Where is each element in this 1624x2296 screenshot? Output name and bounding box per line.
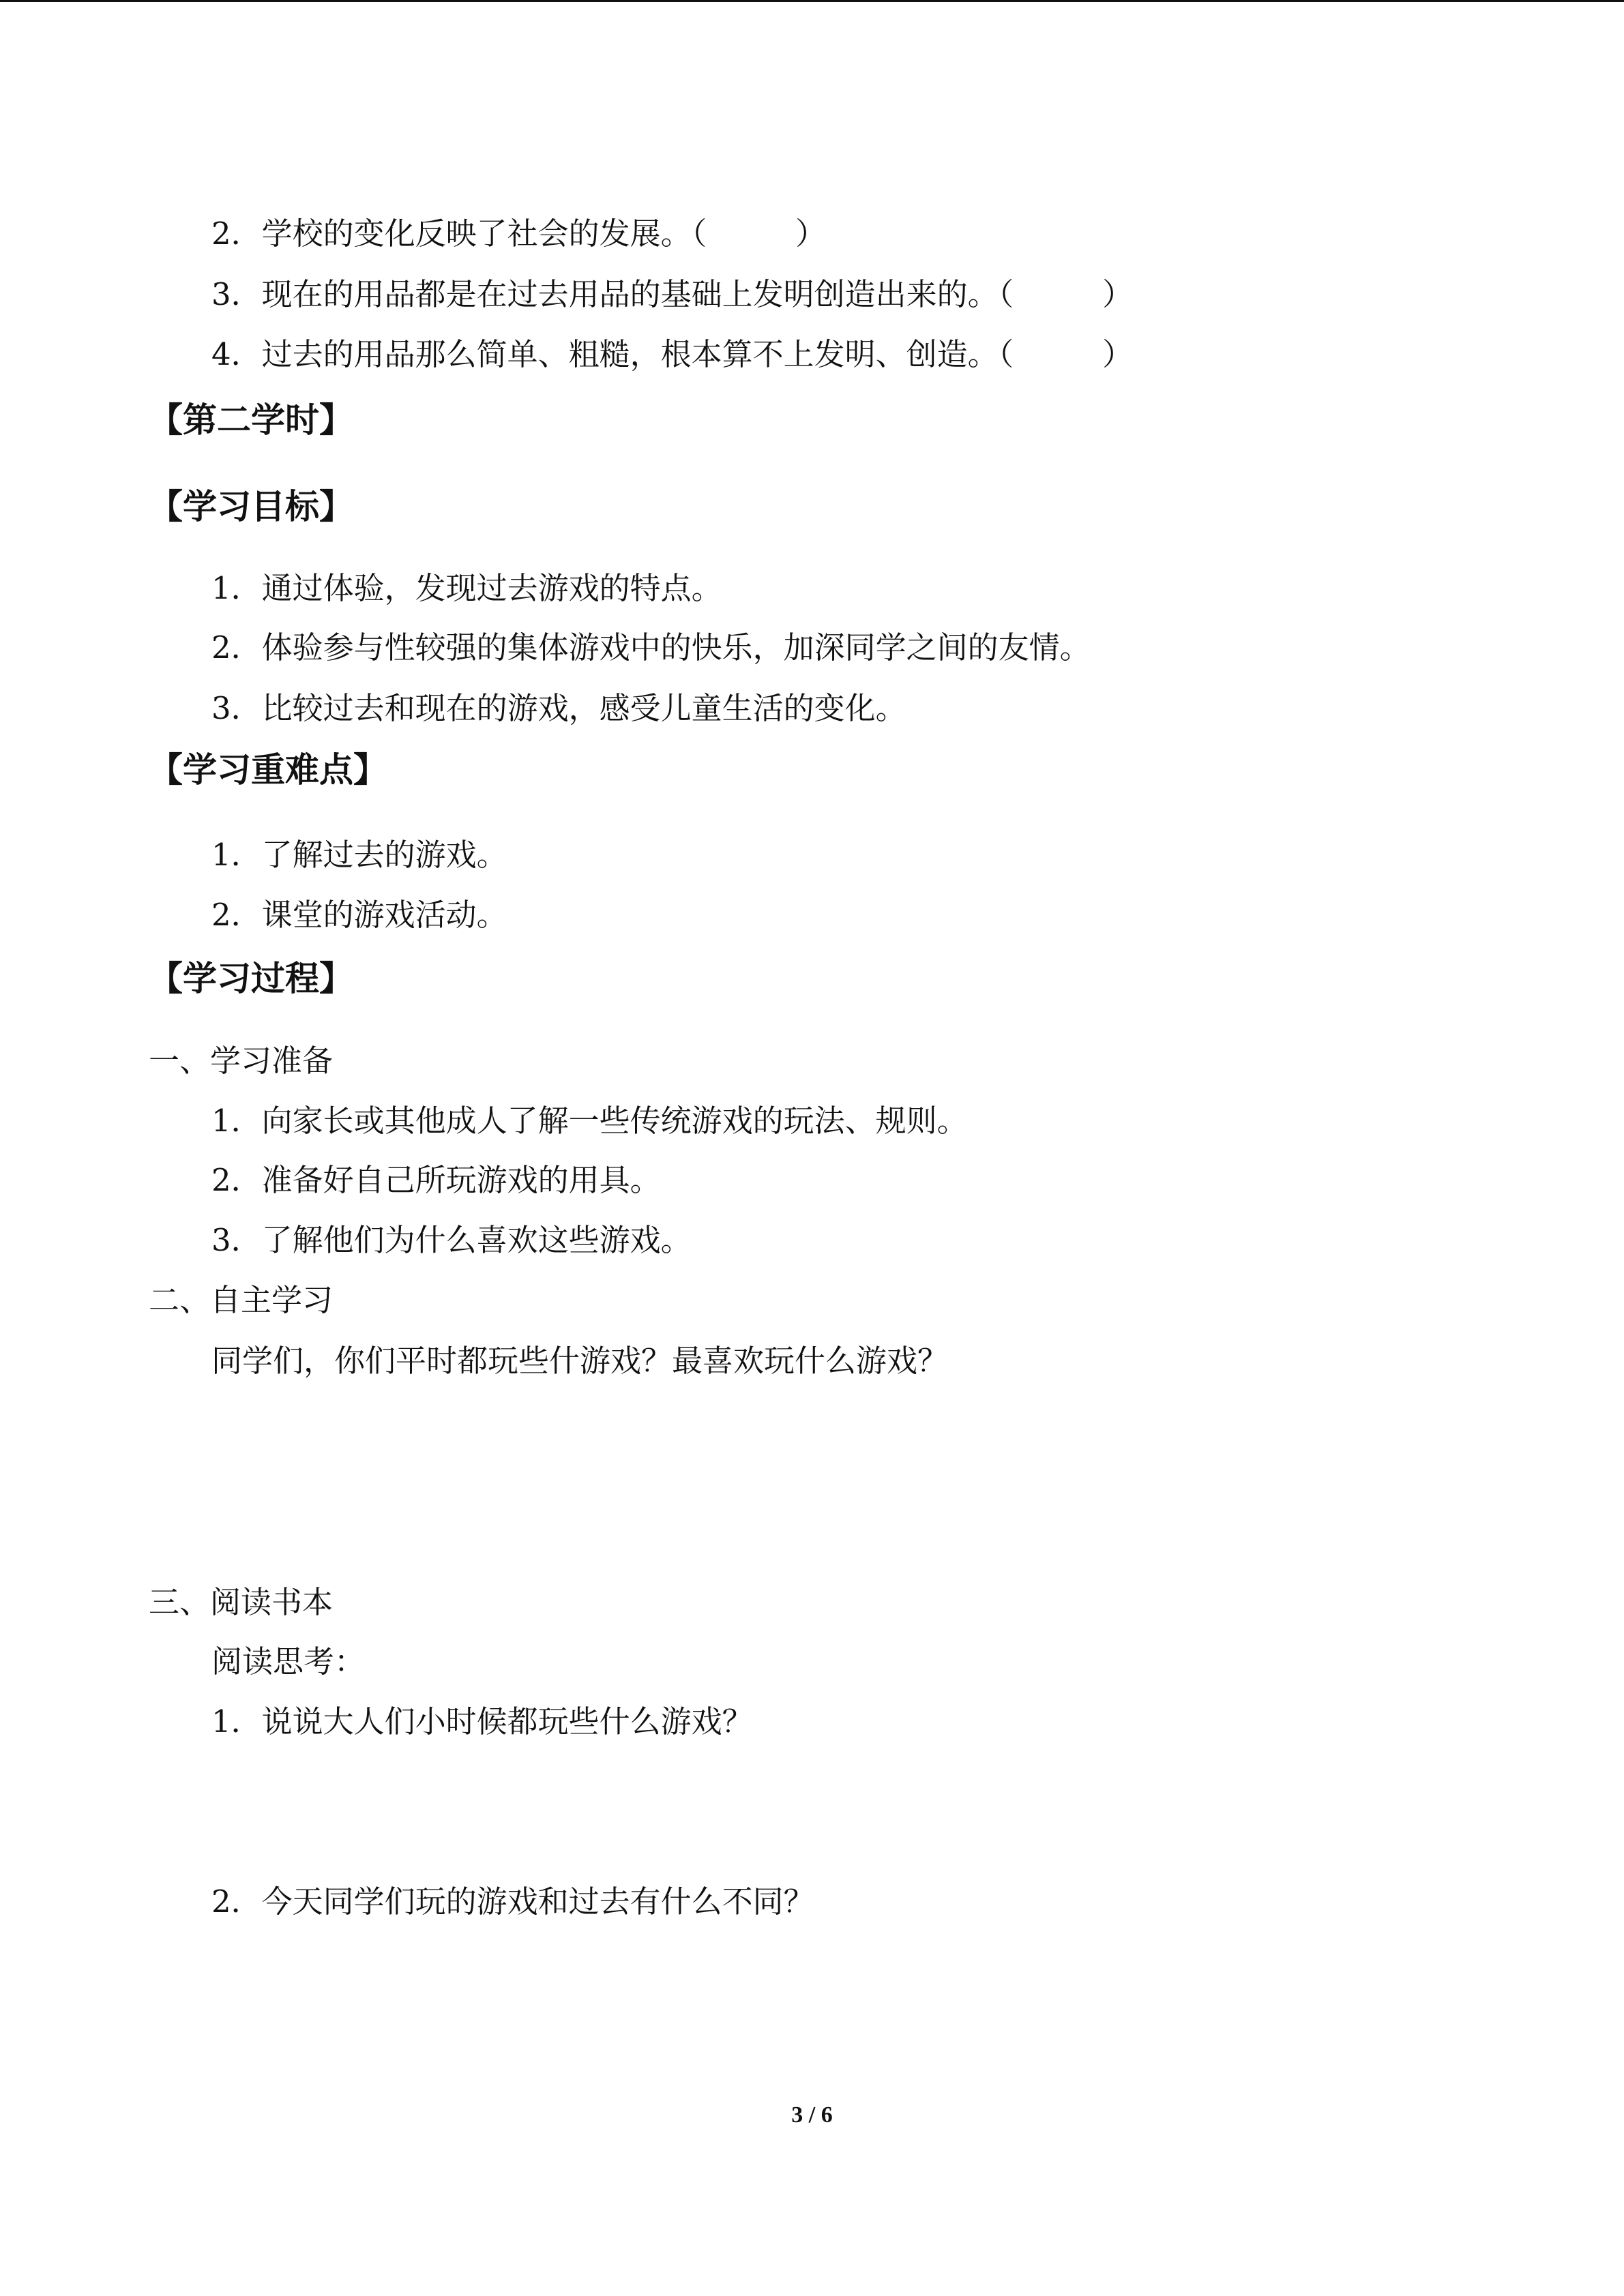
part-title: 二、自主学习 [149,1282,334,1318]
process-heading: 【学习过程】 [149,959,353,998]
objective-item: 3．比较过去和现在的游戏，感受儿童生活的变化。 [211,690,906,726]
key-point-item: 2．课堂的游戏活动。 [211,897,507,933]
reading-question: 2．今天同学们玩的游戏和过去有什么不同？ [211,1883,814,1920]
key-point-item: 1．了解过去的游戏。 [211,837,507,873]
objectives-heading: 【学习目标】 [149,487,353,526]
key-points-heading: 【学习重难点】 [149,750,387,790]
session-heading: 【第二学时】 [149,400,353,440]
part-title: 一、学习准备 [149,1043,334,1079]
judgement-item-close: ） [1102,336,1134,372]
blank-parenthesis [707,213,795,254]
blank-parenthesis [1014,274,1102,315]
part-title: 三、阅读书本 [149,1584,334,1620]
objective-item: 1．通过体验，发现过去游戏的特点。 [211,570,722,606]
judgement-item [211,274,1133,315]
page-number: 3 / 6 [791,2102,833,2128]
judgement-item-text: 3．现在的用品都是在过去用品的基础上发明创造出来的。（ [211,276,1014,312]
judgement-item-close: ） [795,215,827,252]
preparation-item: 3．了解他们为什么喜欢这些游戏。 [211,1222,692,1258]
reading-prompt: 阅读思考： [211,1643,366,1680]
top-border-line [0,0,1624,2]
judgement-item-text: 2．学校的变化反映了社会的发展。（ [211,215,707,252]
blank-parenthesis [1014,334,1102,375]
judgement-item [211,334,1133,375]
judgement-item [211,213,826,254]
objective-item: 2．体验参与性较强的集体游戏中的快乐，加深同学之间的友情。 [211,629,1091,666]
preparation-item: 2．准备好自己所玩游戏的用具。 [211,1162,661,1198]
reading-question: 1．说说大人们小时候都玩些什么游戏？ [211,1703,753,1740]
preparation-item: 1．向家长或其他成人了解一些传统游戏的玩法、规则。 [211,1103,968,1139]
self-study-question: 同学们，你们平时都玩些什游戏？最喜欢玩什么游戏？ [211,1343,949,1379]
judgement-item-close: ） [1102,276,1134,312]
judgement-item-text: 4．过去的用品那么简单、粗糙，根本算不上发明、创造。（ [211,336,1014,372]
